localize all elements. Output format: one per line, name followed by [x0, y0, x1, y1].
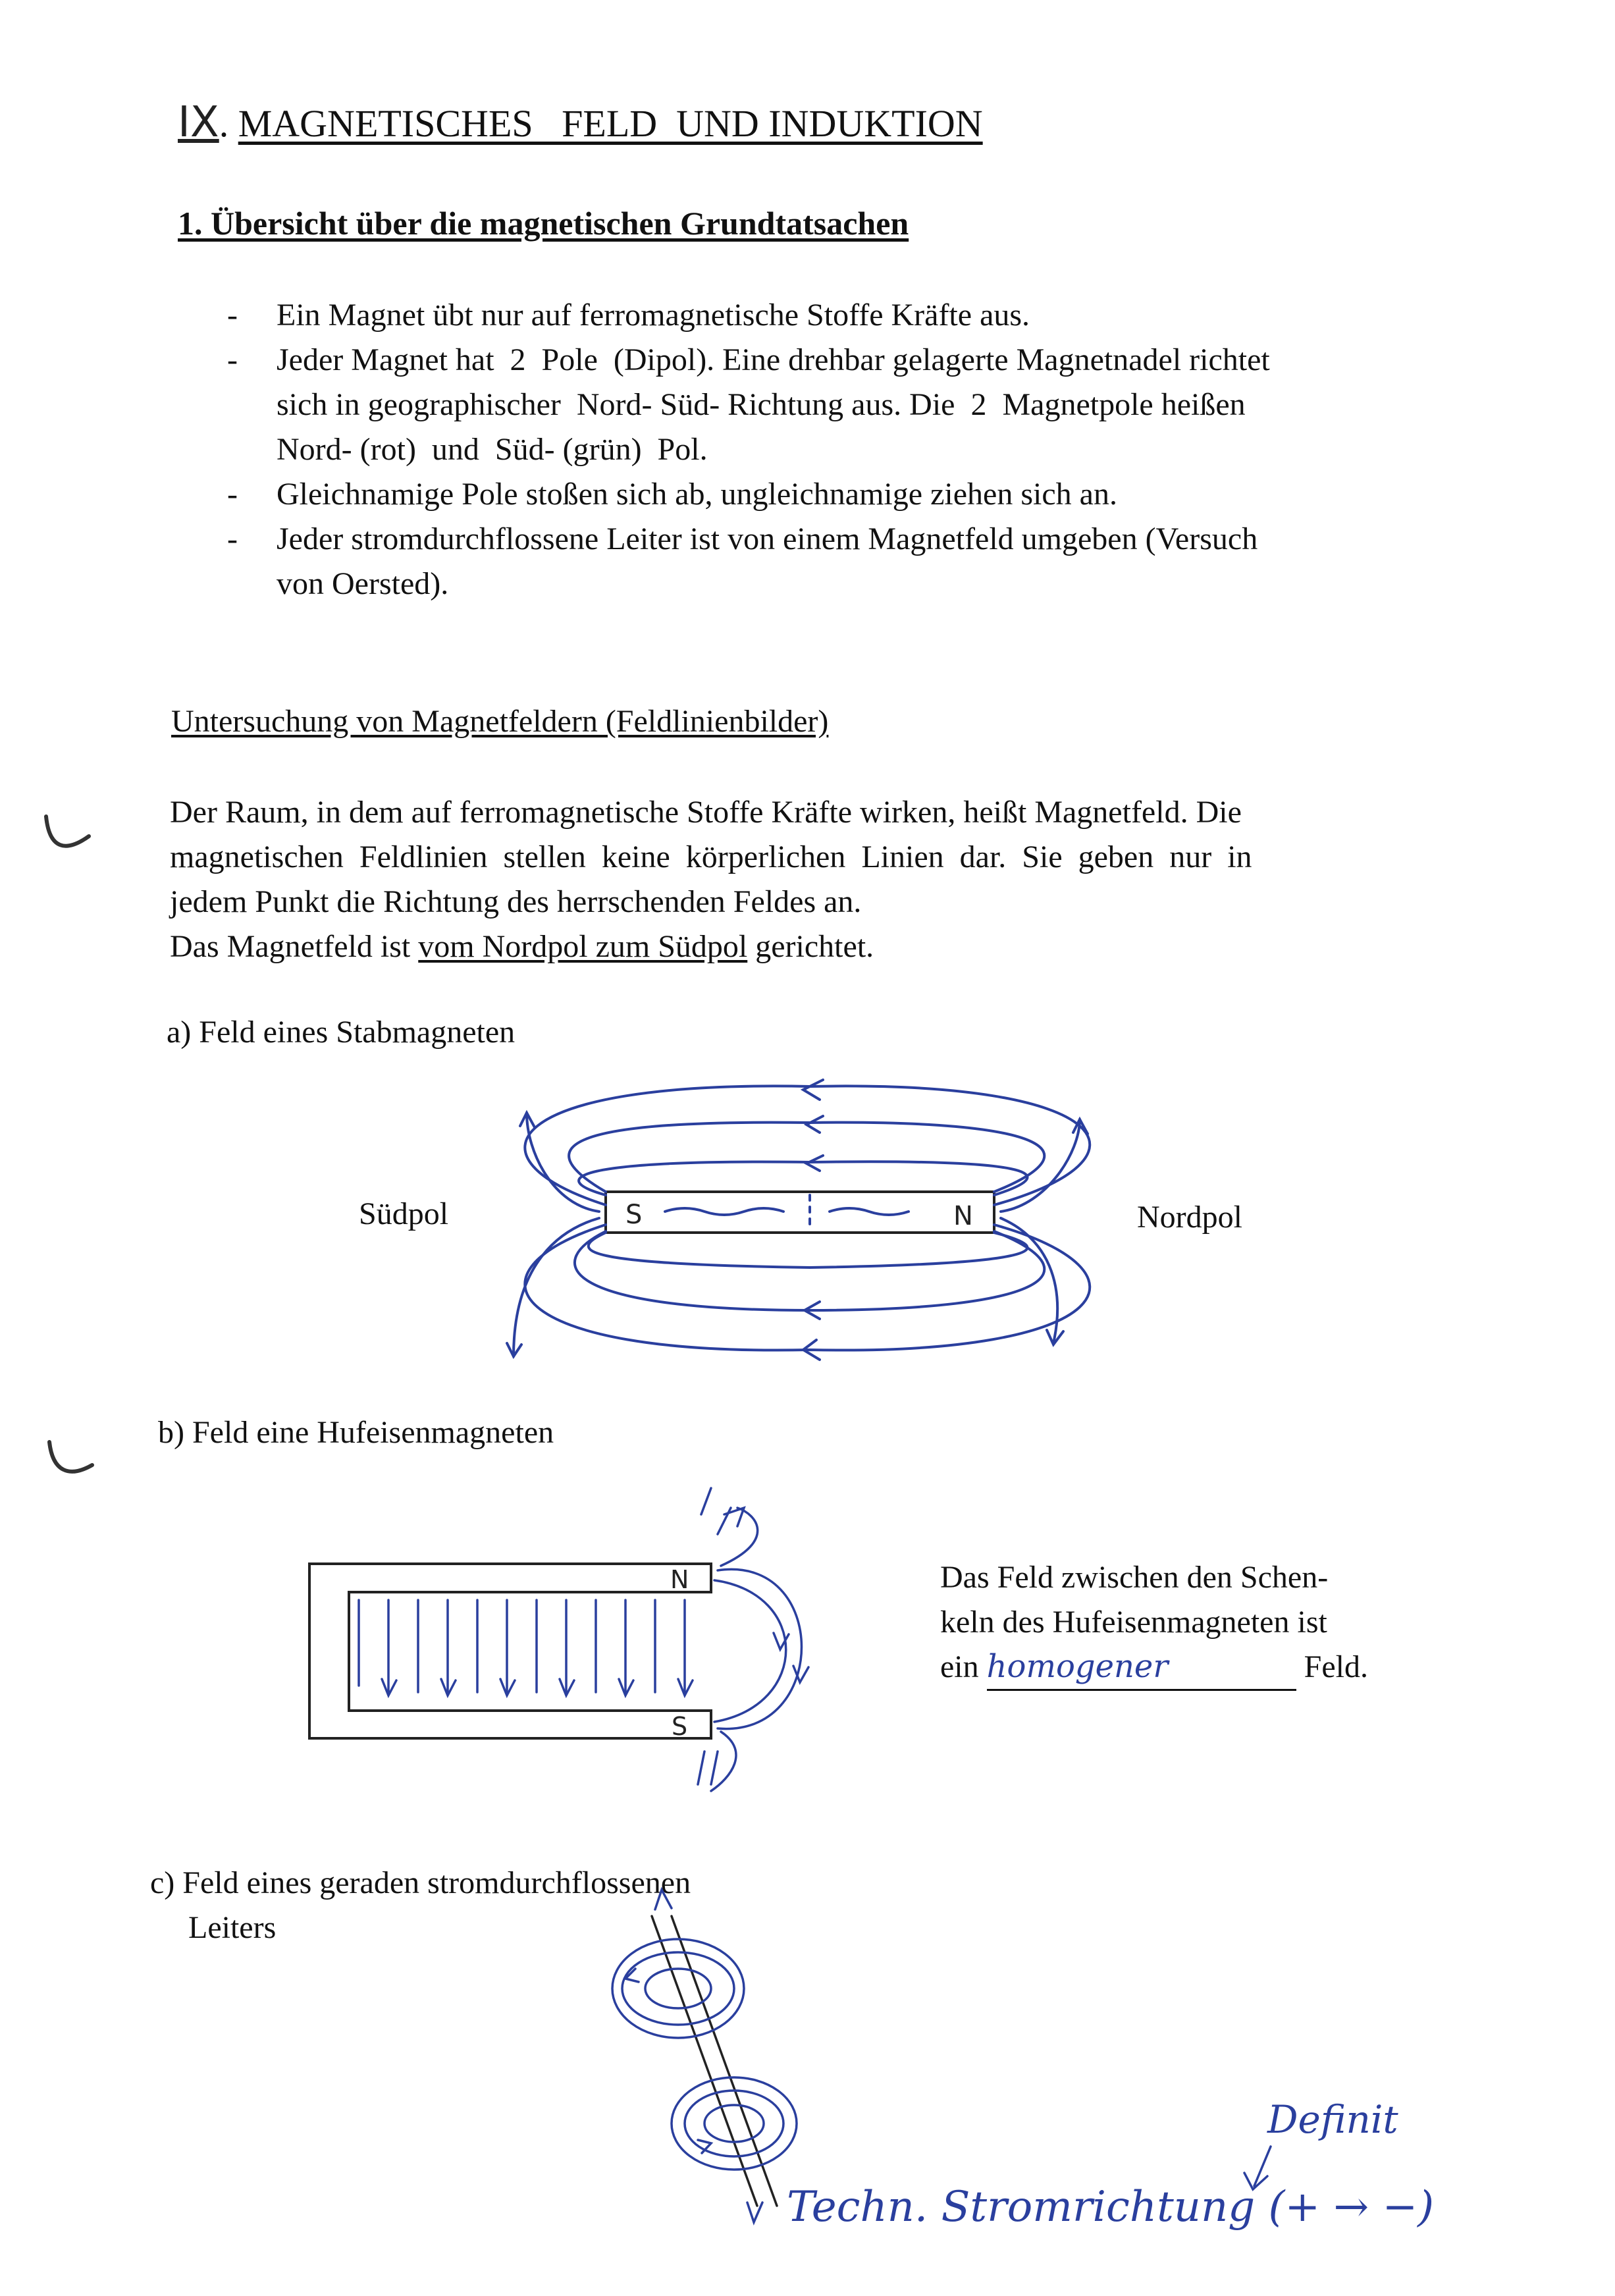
north-pole-label: Nordpol — [1137, 1200, 1242, 1235]
direction-underlined: vom Nordpol zum Südpol — [418, 929, 748, 964]
direction-suffix: gerichtet. — [747, 929, 874, 964]
bullet-dash: - — [227, 298, 238, 333]
bullet-dash: - — [227, 342, 238, 377]
title-separator: . — [219, 102, 229, 145]
handwritten-answer: homogener — [987, 1644, 1296, 1691]
note-prefix: ein — [940, 1649, 987, 1684]
paragraph-line: Der Raum, in dem auf ferromagnetische Stoffe Kräfte wirken, heißt Magnetfeld. Die — [170, 795, 1242, 830]
paragraph-line: magnetischen Feldlinien stellen keine körperlichen Linien dar. Sie geben nur in — [170, 840, 1252, 874]
bar-magnet-n: N — [953, 1201, 973, 1231]
horseshoe-n: N — [670, 1565, 689, 1594]
part-c-label-line2: Leiters — [188, 1910, 277, 1945]
chapter-number: IX — [178, 98, 219, 147]
section-heading-overview: 1. Übersicht über die magnetischen Grundtatsachen — [178, 205, 909, 242]
bullet-line: Ein Magnet übt nur auf ferromagnetische Stoffe Kräfte aus. — [277, 298, 1030, 333]
bullet-line: Jeder Magnet hat 2 Pole (Dipol). Eine drehbar gelagerte Magnetnadel richtet — [277, 342, 1270, 377]
bar-magnet-s: S — [625, 1200, 643, 1230]
bullet-dash: - — [227, 521, 238, 556]
homogeneous-note-line1: Das Feld zwischen den Schen- — [940, 1560, 1329, 1595]
south-pole-label: Südpol — [359, 1196, 449, 1231]
paragraph-line: jedem Punkt die Richtung des herrschenden Feldes an. — [170, 884, 862, 919]
binder-hole-mark — [46, 816, 89, 846]
bullet-line: Jeder stromdurchflossene Leiter ist von einem Magnetfeld umgeben (Versuch — [277, 521, 1258, 556]
bullet-dash: - — [227, 477, 238, 512]
chapter-title: MAGNETISCHES FELD UND INDUKTION — [238, 102, 983, 145]
section-heading-field-investigation: Untersuchung von Magnetfeldern (Feldlinienbilder) — [171, 704, 829, 739]
part-b-label: b) Feld eine Hufeisenmagneten — [158, 1415, 554, 1450]
bullet-line: sich in geographischer Nord- Süd- Richtung aus. Die 2 Magnetpole heißen — [277, 387, 1246, 422]
part-a-label: a) Feld eines Stabmagneten — [167, 1015, 516, 1050]
direction-prefix: Das Magnetfeld ist — [170, 929, 419, 964]
bullet-line: Gleichnamige Pole stoßen sich ab, ungleichnamige ziehen sich an. — [277, 477, 1117, 512]
bullet-line: Nord- (rot) und Süd- (grün) Pol. — [277, 432, 708, 467]
binder-hole-mark — [49, 1442, 92, 1472]
handwritten-definition-note: Definit — [1267, 2097, 1398, 2142]
bullet-line: von Oersted). — [277, 566, 449, 601]
horseshoe-s: S — [672, 1712, 688, 1741]
part-c-label-line1: c) Feld eines geraden stromdurchflossenen — [150, 1865, 691, 1900]
note-suffix: Feld. — [1296, 1649, 1368, 1684]
homogeneous-note-line2: keln des Hufeisenmagneten ist — [940, 1605, 1327, 1640]
handwritten-current-direction: Techn. Stromrichtung (+ → −) — [787, 2183, 1435, 2231]
